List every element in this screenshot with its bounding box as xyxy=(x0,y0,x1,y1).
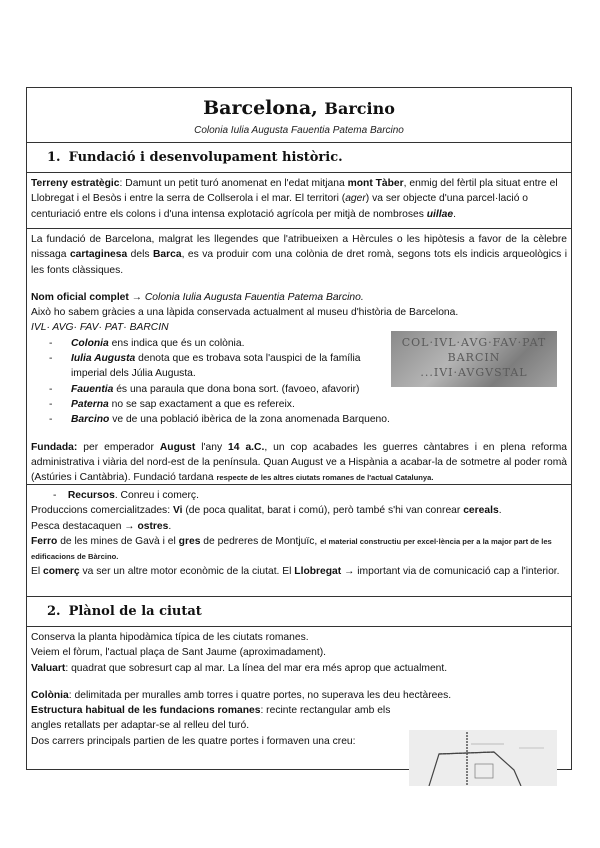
bold-term: Llobregat xyxy=(294,566,342,578)
title-block xyxy=(27,88,571,143)
nom-value: Colonia Iulia Augusta Fauentia Patema Barcino. xyxy=(144,291,364,303)
bold-term: Vi xyxy=(172,505,183,517)
small-text: respecte de les altres ciutats romanes de l'actual Catalunya. xyxy=(216,473,434,483)
small-text: el material constructiu per excel·lència per a la major part de les edificacions de Bàrcino. xyxy=(31,536,552,562)
bold-term: Colònia xyxy=(31,689,69,701)
text: dels xyxy=(127,249,153,261)
text: : delimitada per muralles amb torres i quatre portes, no superava les deu hectàrees. xyxy=(68,689,452,701)
document-page xyxy=(26,87,572,770)
text: de les mines de Gavà i el xyxy=(57,535,179,547)
planol-line-2: Veiem el fòrum, l'actual plaça de Sant Jaume (aproximadament). xyxy=(31,647,326,659)
bold-term: mont Tàber xyxy=(347,178,404,189)
lapida-line-1: COL·IVL·AVG·FAV·PAT xyxy=(401,336,547,349)
italic-term: ager xyxy=(345,193,366,205)
bold-term: ostres xyxy=(137,520,169,532)
nom-label: Nom oficial complet → xyxy=(31,291,142,303)
recursos-label: Recursos xyxy=(67,490,115,501)
term: Iulia Augusta xyxy=(71,353,136,365)
bold-term: August xyxy=(159,441,196,453)
lapida-line-3: ...IVI·AVGVSTAL xyxy=(420,366,528,379)
list-item xyxy=(49,336,391,351)
text: va ser un altre motor econòmic de la ciutat. El xyxy=(79,566,295,578)
term: Colonia xyxy=(71,337,109,349)
recursos-heading: - Recursos. Conreu i comerç. xyxy=(53,490,199,501)
title-main: Barcelona, xyxy=(203,97,318,119)
text: per emperador xyxy=(77,441,160,453)
planol-line-1: Conserva la planta hipodàmica típica de les ciutats romanes. xyxy=(31,632,309,643)
text: ) va ser objecte d'una parcel·lació o centuriació entre els colons i d'una intensa explotació agrícola per mitjà de nombroses xyxy=(31,193,529,220)
list-item xyxy=(49,412,567,427)
page-subtitle: Colonia Iulia Augusta Fauentia Patema Barcino xyxy=(194,125,404,136)
text: no se sap exactament a que es refereix. xyxy=(108,398,295,410)
text: l'any xyxy=(195,441,229,453)
text: . xyxy=(168,520,172,532)
bold-term: Valuart xyxy=(31,662,66,674)
bold-term: Barca xyxy=(152,249,182,261)
bold-term: gres xyxy=(178,535,201,547)
section-title: Plànol de la ciutat xyxy=(68,604,202,619)
estructura-paragraph xyxy=(31,703,391,734)
inscription: IVL· AVG· FAV· PAT· BARCIN xyxy=(31,322,169,334)
text: : quadrat que sobresurt cap al mar. La línea del mar era més aprop que actualment. xyxy=(65,662,448,674)
text: . xyxy=(498,505,502,517)
text: : recinte rectangular amb els angles retallats per adaptar-se al relleu del turó. xyxy=(31,705,391,732)
bold-term: Estructura habitual de les fundacions romanes xyxy=(31,705,261,717)
fundacio-paragraph xyxy=(31,232,567,278)
text: , un cop acabades les guerres càntabres i en plena reforma administrativa i viària del nord-est de la península. Quan August ve a Hispània a acabar-la de sotmetre al poder romà (Astúries i Cantàbria). Fundació tardana xyxy=(31,441,567,484)
text: La fundació de Barcelona, malgrat les llegendes que l'atribueixen a Hèrcules o les hipòtesis a favor de la cèlebre nissaga xyxy=(31,234,567,261)
section-number: 2. xyxy=(47,604,61,619)
term: Fauentia xyxy=(71,383,114,395)
text: ve de una població ibèrica de la zona anomenada Barqueno. xyxy=(109,414,390,426)
fundada-label: Fundada: xyxy=(31,441,78,453)
comerc-paragraph xyxy=(31,564,567,579)
term: Barcino xyxy=(71,414,110,426)
lapida-line: Això ho sabem gràcies a una làpida conservada actualment al museu d'història de Barcelona. xyxy=(31,307,459,319)
city-map-image xyxy=(409,730,557,786)
bold-italic-term: uillae xyxy=(426,208,454,220)
colonia-line xyxy=(31,688,567,703)
list-item xyxy=(49,397,567,412)
nom-oficial-line xyxy=(31,290,567,305)
bold-term: comerç xyxy=(43,566,80,578)
planol-block xyxy=(27,627,571,770)
fundada-paragraph xyxy=(31,440,567,486)
text: → important via de comunicació cap a l'interior. xyxy=(341,566,560,578)
carrers-line: Dos carrers principals partien de les quatre portes i formaven una creu: xyxy=(31,735,356,747)
produccions-paragraph xyxy=(31,503,567,534)
page-title xyxy=(27,88,571,120)
term: Paterna xyxy=(71,398,109,410)
text: denota que es trobava sota l'auspici de la família imperial dels Júlia Augusta. xyxy=(71,353,361,380)
text: : Damunt un petit turó anomenat en l'edat mitjana xyxy=(119,178,348,189)
bold-term: cartaginesa xyxy=(69,249,128,261)
terreny-label: Terreny estratègic xyxy=(31,178,120,189)
text: , enmig del fèrtil pla situat entre el Llobregat i el Besòs i entre la serra de Collserola i el mar. El territori ( xyxy=(31,178,558,205)
text: és una paraula que dona bona sort. (favoeo, afavorir) xyxy=(113,383,360,395)
section-2-heading xyxy=(27,597,571,627)
title-small: Barcino xyxy=(324,99,395,118)
text: Produccions comercialitzades: xyxy=(31,505,173,517)
terreny-block xyxy=(27,173,571,229)
lapida-image xyxy=(391,331,557,387)
section-1-heading xyxy=(27,143,571,173)
text: . Conreu i comerç. xyxy=(114,490,199,501)
text: Pesca destacaquen → xyxy=(31,520,138,532)
fundacio-block xyxy=(27,229,571,485)
text: ens indica que és un colònia. xyxy=(108,337,245,349)
text: , es va produir com una colònia de dret romà, segons tots els indicis arqueològics i les fonts clàssiques. xyxy=(31,249,567,276)
bold-term: 14 a.C. xyxy=(228,441,265,453)
text: de pedreres de Montjuïc, xyxy=(200,535,321,547)
list-item xyxy=(49,351,391,382)
bold-term: cereals xyxy=(463,505,499,517)
recursos-block xyxy=(27,485,571,597)
section-number: 1. xyxy=(47,150,61,165)
bold-term: Ferro xyxy=(31,535,58,547)
text: (de poca qualitat, barat i comú), però també s'hi van conrear xyxy=(182,505,464,517)
ferro-paragraph xyxy=(31,534,567,565)
planol-line-3 xyxy=(31,661,567,676)
lapida-line-2: BARCIN xyxy=(447,351,501,364)
text: . xyxy=(453,208,456,220)
section-title: Fundació i desenvolupament històric. xyxy=(68,150,343,165)
text: El xyxy=(31,566,44,578)
